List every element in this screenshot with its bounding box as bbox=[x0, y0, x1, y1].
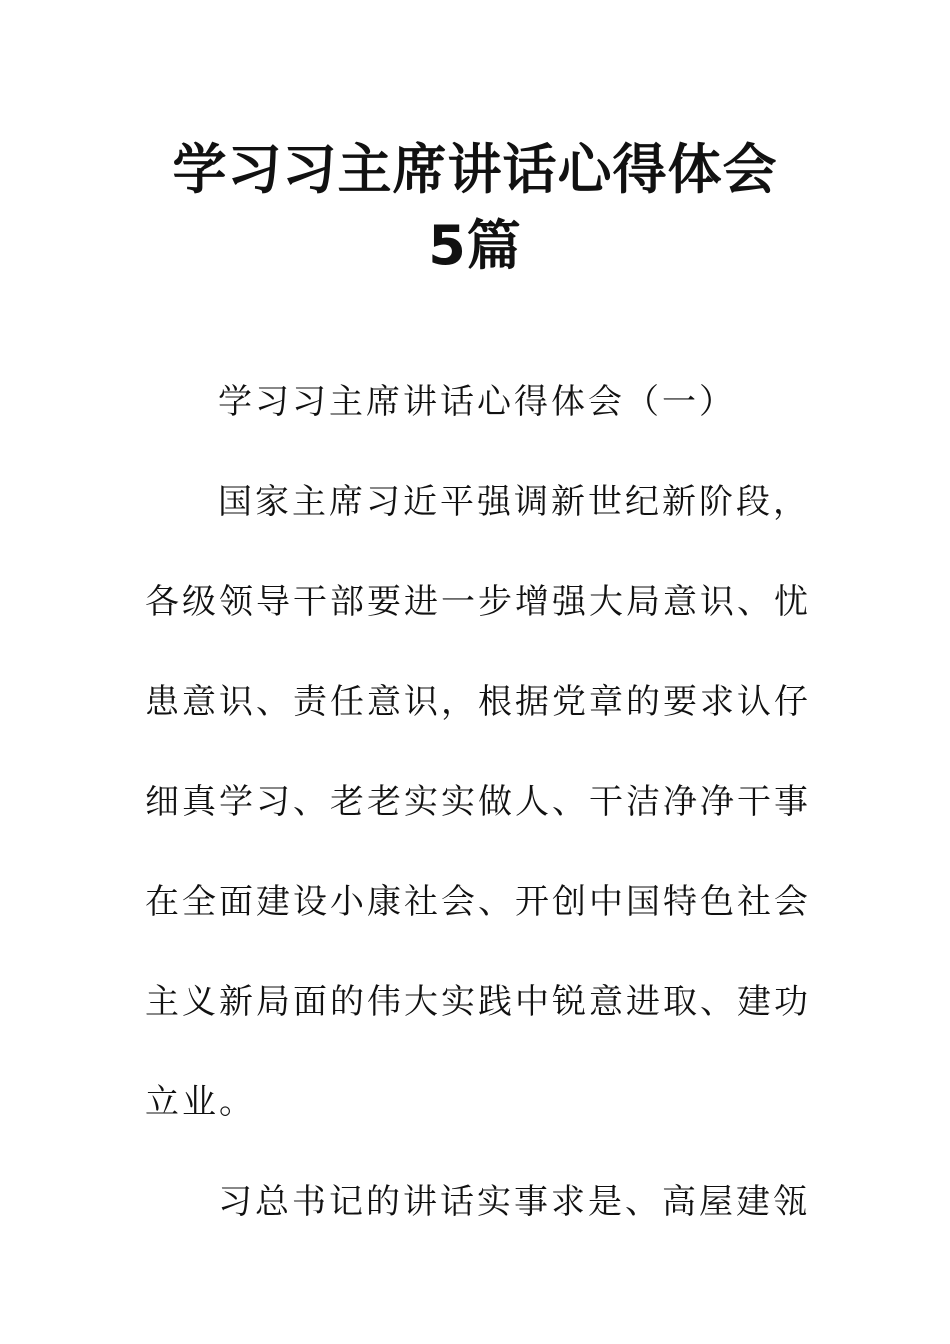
paragraph-1-line-6: 主义新局面的伟大实践中锐意进取、建功 bbox=[145, 982, 811, 1022]
section-heading: 学习习主席讲话心得体会（一） bbox=[218, 382, 736, 422]
document-title-line-2: 5篇 bbox=[428, 214, 522, 277]
paragraph-1-line-5: 在全面建设小康社会、开创中国特色社会 bbox=[145, 882, 811, 922]
paragraph-1-line-2: 各级领导干部要进一步增强大局意识、忧 bbox=[145, 582, 811, 622]
paragraph-1-line-3: 患意识、责任意识，根据党章的要求认仔 bbox=[145, 682, 811, 722]
paragraph-1-line-4: 细真学习、老老实实做人、干洁净净干事 bbox=[145, 782, 811, 822]
paragraph-1-line-1: 国家主席习近平强调新世纪新阶段， bbox=[218, 482, 810, 522]
paragraph-2-line-1: 习总书记的讲话实事求是、高屋建瓴 bbox=[218, 1182, 810, 1222]
paragraph-1-line-7: 立业。 bbox=[145, 1082, 256, 1122]
document-title-line-1: 学习习主席讲话心得体会 bbox=[172, 138, 778, 201]
